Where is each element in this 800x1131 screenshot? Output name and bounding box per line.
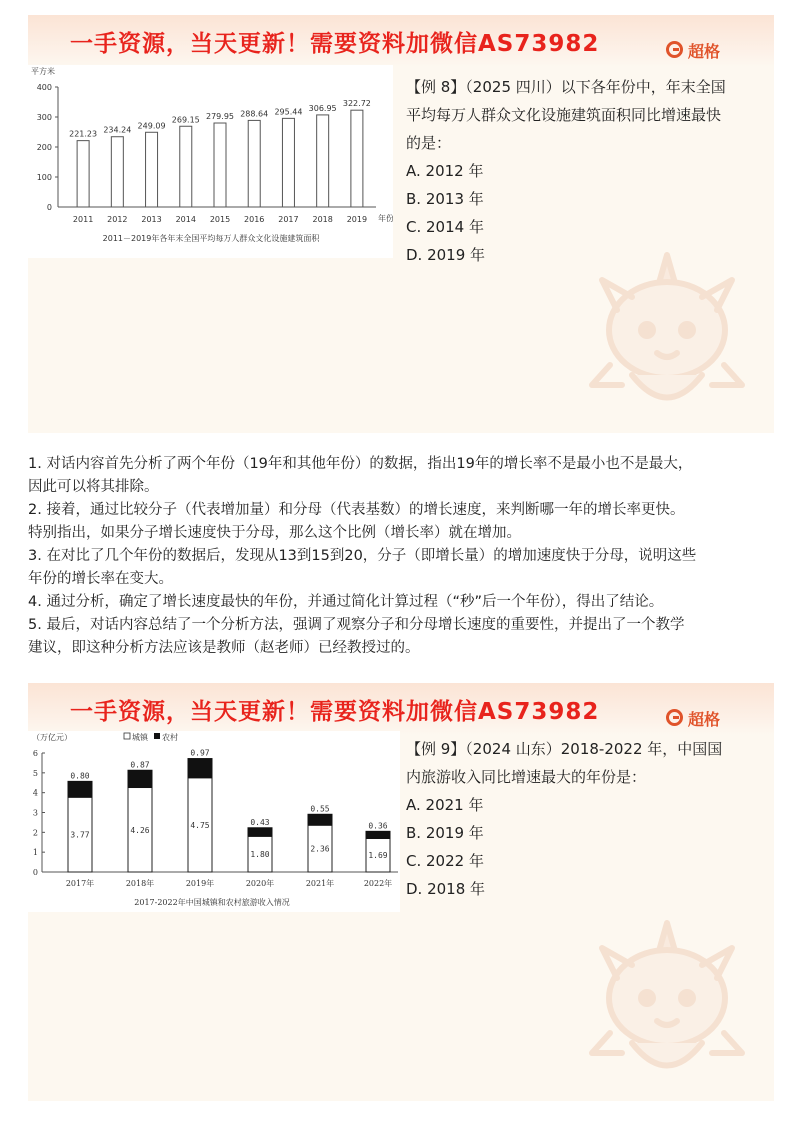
chart1-y-tick-label: 0 (46, 203, 52, 212)
option-a: A. 2012 年 (406, 162, 484, 180)
chart1-x-tick-label: 2017 (278, 215, 299, 224)
banner-text: 一手资源，当天更新！需要资料加微信AS73982 (70, 31, 600, 57)
chart2-data-label-urban: 4.75 (190, 820, 210, 830)
chart1-data-label: 295.44 (274, 107, 303, 117)
chart2-x-tick-label: 2020年 (245, 879, 275, 888)
chart2-data-label-urban: 1.69 (368, 851, 388, 861)
chart2-data-label-urban: 1.80 (250, 850, 270, 860)
chart2-x-tick-label: 2019年 (185, 879, 215, 888)
chart2-x-tick-label: 2022年 (363, 879, 393, 888)
chart1-bar (111, 137, 123, 207)
chart2-caption: 2017-2022年中国城镇和农村旅游收入情况 (134, 898, 290, 907)
chart2-bar-rural (188, 759, 212, 778)
chart2-bar-rural (366, 831, 390, 838)
logo-text: 超格 (688, 42, 721, 61)
slide-example-9 (28, 683, 774, 1101)
mascot-watermark-icon (582, 903, 752, 1093)
chart2-legend-swatch-urban (124, 733, 130, 739)
chart2-data-label-rural: 0.55 (310, 804, 330, 814)
chart1-y-tick-label: 300 (36, 113, 52, 122)
chart2-legend-label-urban: 城镇 (132, 733, 148, 742)
chart1-bar (214, 123, 226, 207)
analysis-summary (28, 453, 774, 660)
chart2-data-label-rural: 0.36 (368, 821, 388, 831)
bar-chart-floor-area (28, 65, 393, 258)
analysis-line: 3. 在对比了几个年份的数据后，发现从13到15到20，分子（即增长量）的增加速度快于分母，说明这些 (28, 548, 697, 564)
chart1-x-tick-label: 2015 (209, 215, 231, 224)
chart1-data-label: 269.15 (171, 115, 200, 125)
chart1-bar (282, 118, 294, 207)
chart-tourism-income (28, 731, 400, 912)
option-d: D. 2018 年 (406, 880, 486, 898)
analysis-line: 因此可以将其排除。 (28, 479, 159, 495)
chart2-data-label-rural: 0.80 (70, 771, 90, 781)
question-example-8 (406, 73, 756, 269)
option-b: B. 2013 年 (406, 190, 484, 208)
analysis-line: 1. 对话内容首先分析了两个年份（19年和其他年份）的数据，指出19年的增长率不是最小也不是最大， (28, 456, 693, 472)
analysis-line: 建议，即这种分析方法应该是教师（赵老师）已经教授过的。 (28, 640, 420, 656)
chart2-y-tick-label: 3 (32, 808, 38, 818)
option-c: C. 2014 年 (406, 218, 484, 236)
chart1-x-tick-label: 2014 (175, 215, 196, 224)
chart2-legend-label-rural: 农村 (162, 733, 178, 742)
chart1-x-tick-label: 2013 (141, 215, 162, 224)
slide-example-8 (28, 15, 774, 433)
chart2-y-tick-label: 6 (32, 749, 38, 758)
chart-floor-area (28, 65, 393, 258)
question-line: 平均每万人群众文化设施建筑面积同比增速最快 (406, 106, 722, 124)
chart2-x-tick-label: 2018年 (125, 879, 155, 888)
chart1-y-tick-label: 100 (36, 173, 52, 182)
chart1-bar (146, 132, 158, 207)
chart2-data-label-urban: 2.36 (310, 844, 330, 854)
chart2-bar-rural (308, 814, 332, 825)
analysis-line: 4. 通过分析，确定了增长速度最快的年份，并通过简化计算过程（“秒”后一个年份），得出了结论。 (28, 594, 664, 610)
chart1-caption: 2011－2019年各年末全国平均每万人群众文化设施建筑面积 (102, 234, 320, 243)
chart1-x-tick-label: 2011 (72, 215, 94, 224)
chart2-legend-swatch-rural (154, 733, 160, 739)
chart2-y-tick-label: 2 (32, 828, 38, 838)
question-line: 【例 9】（2024 山东）2018-2022 年，中国国 (406, 740, 723, 758)
analysis-line: 特别指出，如果分子增长速度快于分母，那么这个比例（增长率）就在增加。 (28, 525, 521, 541)
question-line: 【例 8】（2025 四川）以下各年份中，年末全国 (406, 78, 726, 96)
question-line: 的是： (406, 134, 452, 152)
analysis-line: 年份的增长率在变大。 (28, 571, 173, 587)
analysis-line: 2. 接着，通过比较分子（代表增加量）和分母（代表基数）的增长速度，来判断哪一年的增长率更快。 (28, 502, 685, 518)
chart1-data-label: 306.95 (308, 103, 337, 113)
chart1-y-tick-label: 200 (36, 143, 52, 152)
chart1-data-label: 221.23 (69, 129, 98, 139)
question-example-9 (406, 735, 756, 903)
chart1-y-tick-label: 400 (36, 83, 52, 92)
logo-icon (666, 709, 683, 726)
stacked-bar-chart-tourism (28, 731, 400, 912)
chart2-x-tick-label: 2017年 (65, 879, 95, 888)
banner-text: 一手资源，当天更新！需要资料加微信AS73982 (70, 699, 600, 725)
chart2-bar-rural (248, 828, 272, 837)
chart2-y-tick-label: 4 (32, 788, 38, 798)
chart1-data-label: 234.24 (103, 125, 132, 135)
question-line: 内旅游收入同比增速最大的年份是： (406, 768, 647, 786)
chart1-data-label: 279.95 (206, 112, 234, 122)
chart2-y-tick-label: 0 (32, 868, 38, 877)
chart1-x-tick-label: 2018 (312, 215, 333, 224)
option-d: D. 2019 年 (406, 246, 486, 264)
analysis-line: 5. 最后，对话内容总结了一个分析方法，强调了观察分子和分母增长速度的重要性，并提出了一个教学 (28, 617, 685, 633)
chart2-unit-label: （万亿元） (32, 733, 72, 742)
chart2-y-tick-label: 1 (32, 848, 38, 858)
chart1-bar (317, 115, 329, 207)
chart1-bar (180, 126, 192, 207)
chart2-data-label-rural: 0.97 (190, 748, 210, 758)
chart1-x-tick-label: 2019 (346, 215, 368, 224)
logo-text: 超格 (688, 710, 721, 729)
option-c: C. 2022 年 (406, 852, 484, 870)
chart1-bar (248, 120, 260, 207)
chart1-bar (351, 110, 363, 207)
chart1-data-label: 322.72 (342, 99, 371, 109)
option-b: B. 2019 年 (406, 824, 484, 842)
logo-icon (666, 41, 683, 58)
chart2-data-label-urban: 3.77 (70, 830, 90, 840)
chart1-bar (77, 141, 89, 207)
chart1-x-tick-label: 2016 (244, 215, 265, 224)
chart2-data-label-rural: 0.87 (130, 760, 150, 770)
chart1-x-unit-label: 年份 (378, 214, 393, 223)
chart2-x-tick-label: 2021年 (305, 879, 335, 888)
chart2-data-label-rural: 0.43 (250, 817, 270, 827)
chart2-bar-rural (68, 781, 92, 797)
chart2-bar-rural (128, 770, 152, 787)
chart1-data-label: 249.09 (137, 121, 166, 131)
chart2-y-tick-label: 5 (32, 768, 38, 778)
option-a: A. 2021 年 (406, 796, 484, 814)
chart1-x-tick-label: 2012 (107, 215, 128, 224)
chart1-unit-label: 平方米 (31, 67, 55, 76)
chart2-data-label-urban: 4.26 (130, 825, 150, 835)
chart1-data-label: 288.64 (240, 109, 269, 119)
